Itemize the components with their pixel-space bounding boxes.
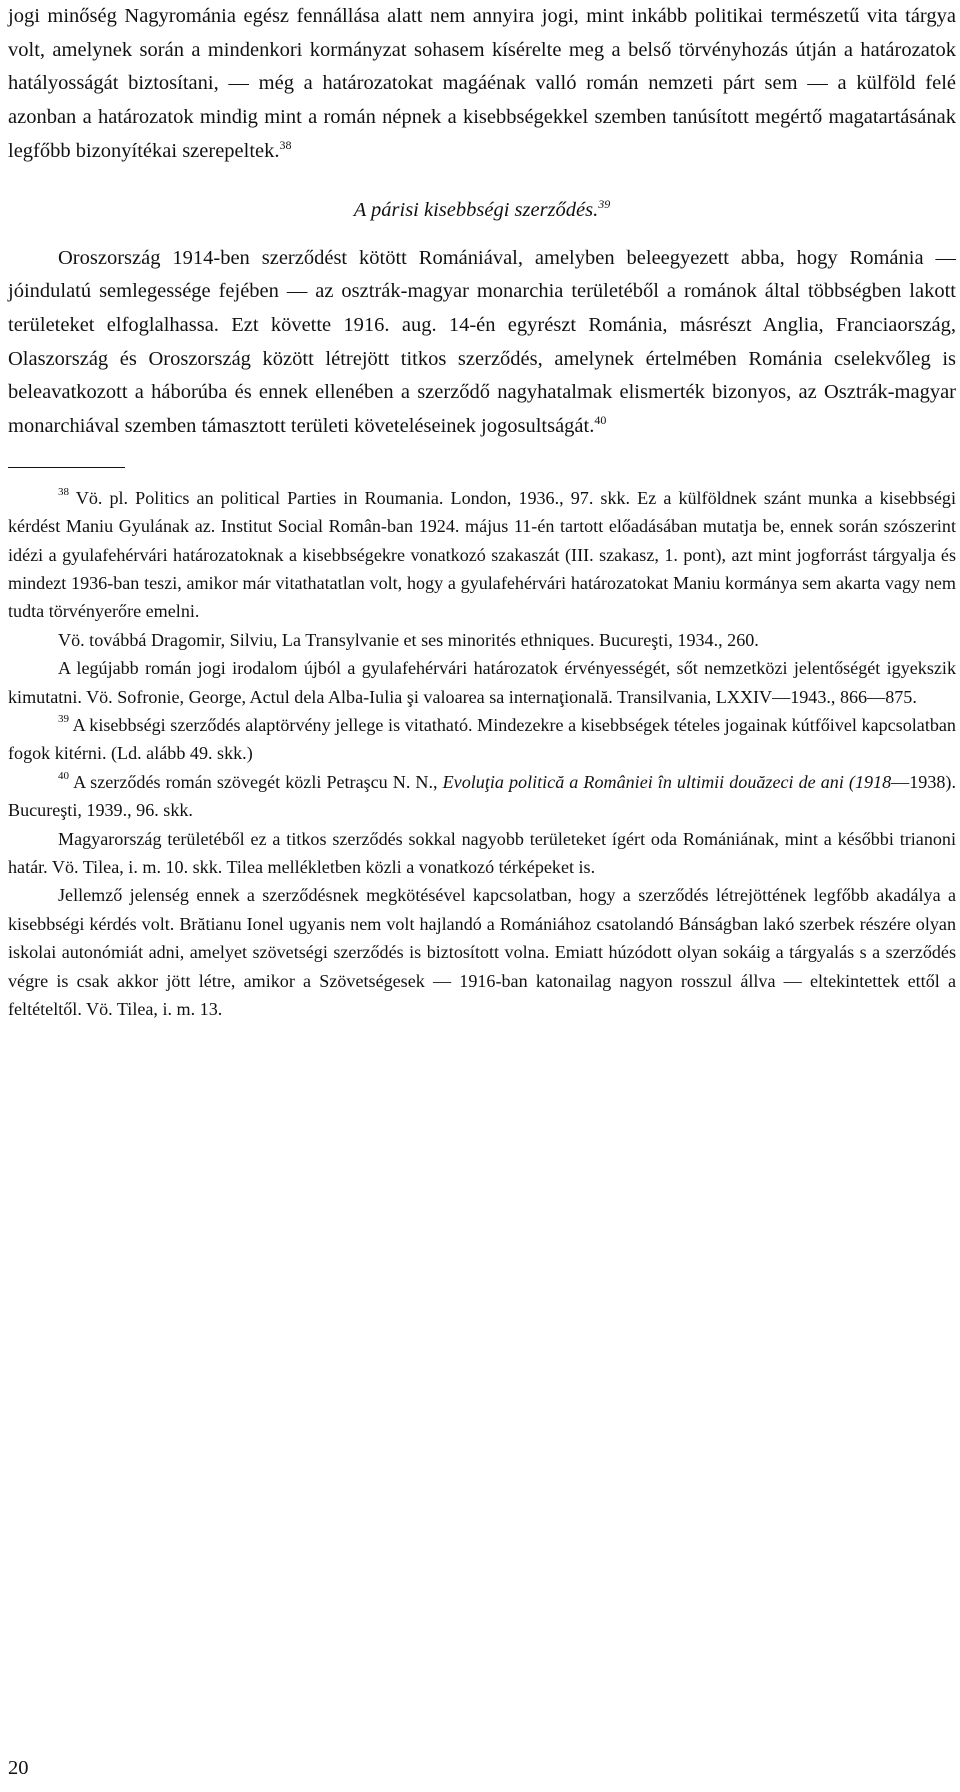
footnote-38-para-2: Vö. továbbá Dragomir, Silviu, La Transylvanie et ses minorités ethniques. Bucureşti, 1934., 260. <box>58 629 759 650</box>
main-text <box>8 0 956 444</box>
footnote-40-title: Evoluţia politică a României în ultimii douăzeci de ani (1918 <box>442 771 892 792</box>
footnote-ref-38[interactable]: 38 <box>279 137 292 152</box>
footnote-ref-39[interactable]: 39 <box>598 196 611 211</box>
paragraph-1 <box>8 0 956 169</box>
section-heading-text: A párisi kisebbségi szerződés. <box>353 198 599 221</box>
footnote-39 <box>8 711 956 768</box>
footnote-39-text: A kisebbségi szerződés alaptörvény jellege is vitatható. Mindezekre a kisebbségek tételes jogainak kútfőivel kapcsolatban fogok kitérni. (Ld. alább 49. skk.) <box>8 714 956 764</box>
footnote-marker-38: 38 <box>58 485 69 498</box>
section-heading <box>8 195 956 225</box>
page-number: 20 <box>8 1757 29 1779</box>
footnotes <box>8 484 956 1024</box>
footnote-40-text: A szerződés román szövegét közli Petraşcu N. N., <box>73 771 443 792</box>
footnote-separator <box>8 467 125 468</box>
footnote-40-para-3: Jellemző jelenség ennek a szerződésnek megkötésével kapcsolatban, hogy a szerződés létrejöttének legfőbb akadálya a kisebbségi kérdés volt. Brătianu Ionel ugyanis nem volt hajlandó a Romániához csatolandó Bánságban lakó szerbek részére olyan iskolai autonómiát adni, amelyet szövetségi szerződés is biztosított volna. Emiatt húzódott olyan sokáig a tárgyalás s a szerződés végre is csak akkor jött létre, amikor a Szövetségesek — 1916-ban katonailag nagyon rosszul állva — eltekintettek ettől a feltételtől. Vö. Tilea, i. m. 13. <box>8 885 956 1020</box>
footnote-40 <box>8 768 956 825</box>
footnote-40-para-2: Magyarország területéből ez a titkos szerződés sokkal nagyobb területeket ígért oda Romániának, mint a későbbi trianoni határ. Vö. Tilea, i. m. 10. skk. Tilea mellékletben közli a vonatkozó térképeket is. <box>8 828 956 878</box>
paragraph-2-text: Oroszország 1914-ben szerződést kötött Romániával, amelyben beleegyezett abba, hogy Románia — jóindulatú semlegessége fejében — az osztrák-magyar monarchia területéből a románok által többségben lakott területeket elfoglalhassa. Ezt követte 1916. aug. 14-én egyrészt Románia, másrészt Anglia, Franciaország, Olaszország és Oroszország között létrejött titkos szerződés, amelynek értelmében Románia cselekvőleg is beleavatkozott a háborúba és ennek ellenében a szerződő nagyhatalmak elismerték bizonyos, az Osztrák-magyar monarchiával szemben támasztott területi követeléseinek jogosultságát. <box>8 246 956 438</box>
footnote-marker-40: 40 <box>58 769 69 782</box>
footnote-ref-40[interactable]: 40 <box>594 413 607 428</box>
footnote-38-text: Vö. pl. Politics an political Parties in Roumania. London, 1936., 97. skk. Ez a külföldnek szánt munka a kisebbségi kérdést Maniu Gyulának az. Institut Social Român-ban 1924. május 11-én tartott előadásában mutatja be, ennek során szószerint idézi a gyulafehérvári határozatoknak a kisebbségekre vonatkozó szakaszát (III. szakasz, 1. pont), azt mint jogforrást tárgyalja és mindezt 1936-ban teszi, amikor már vitathatatlan volt, hogy a gyulafehérvári határozatokat Maniu kormánya sem akarta vagy nem tudta törvényerőre emelni. <box>8 487 956 622</box>
paragraph-2 <box>8 242 956 444</box>
footnote-marker-39: 39 <box>58 712 69 725</box>
footnote-38-para-3: A legújabb román jogi irodalom újból a gyulafehérvári határozatok érvényességét, sőt nemzetközi jelentőségét igyekszik kimutatni. Vö. Sofronie, George, Actul dela Alba-Iulia şi valoarea sa internaţională. Transilvania, LXXIV—1943., 866—875. <box>8 658 956 707</box>
footnote-38 <box>8 484 956 626</box>
document-page <box>8 0 956 1023</box>
paragraph-1-text: jogi minőség Nagyrománia egész fennállása alatt nem annyira jogi, mint inkább politikai természetű vita tárgya volt, amelynek során a mindenkori kormányzat sohasem kísérelte meg a belső törvényhozás útján a határozatok hatályosságát biztosítani, — még a határozatokat magáénak valló román nemzeti párt sem — a külföld felé azonban a határozatok mindig mint a román népnek a kisebbségekkel szemben tanúsított megértő magatartásának legfőbb bizonyítékai szerepeltek. <box>8 5 956 162</box>
footnote-40-text-end: —1938). Bucureşti, 1939., 96. skk. <box>8 771 956 821</box>
